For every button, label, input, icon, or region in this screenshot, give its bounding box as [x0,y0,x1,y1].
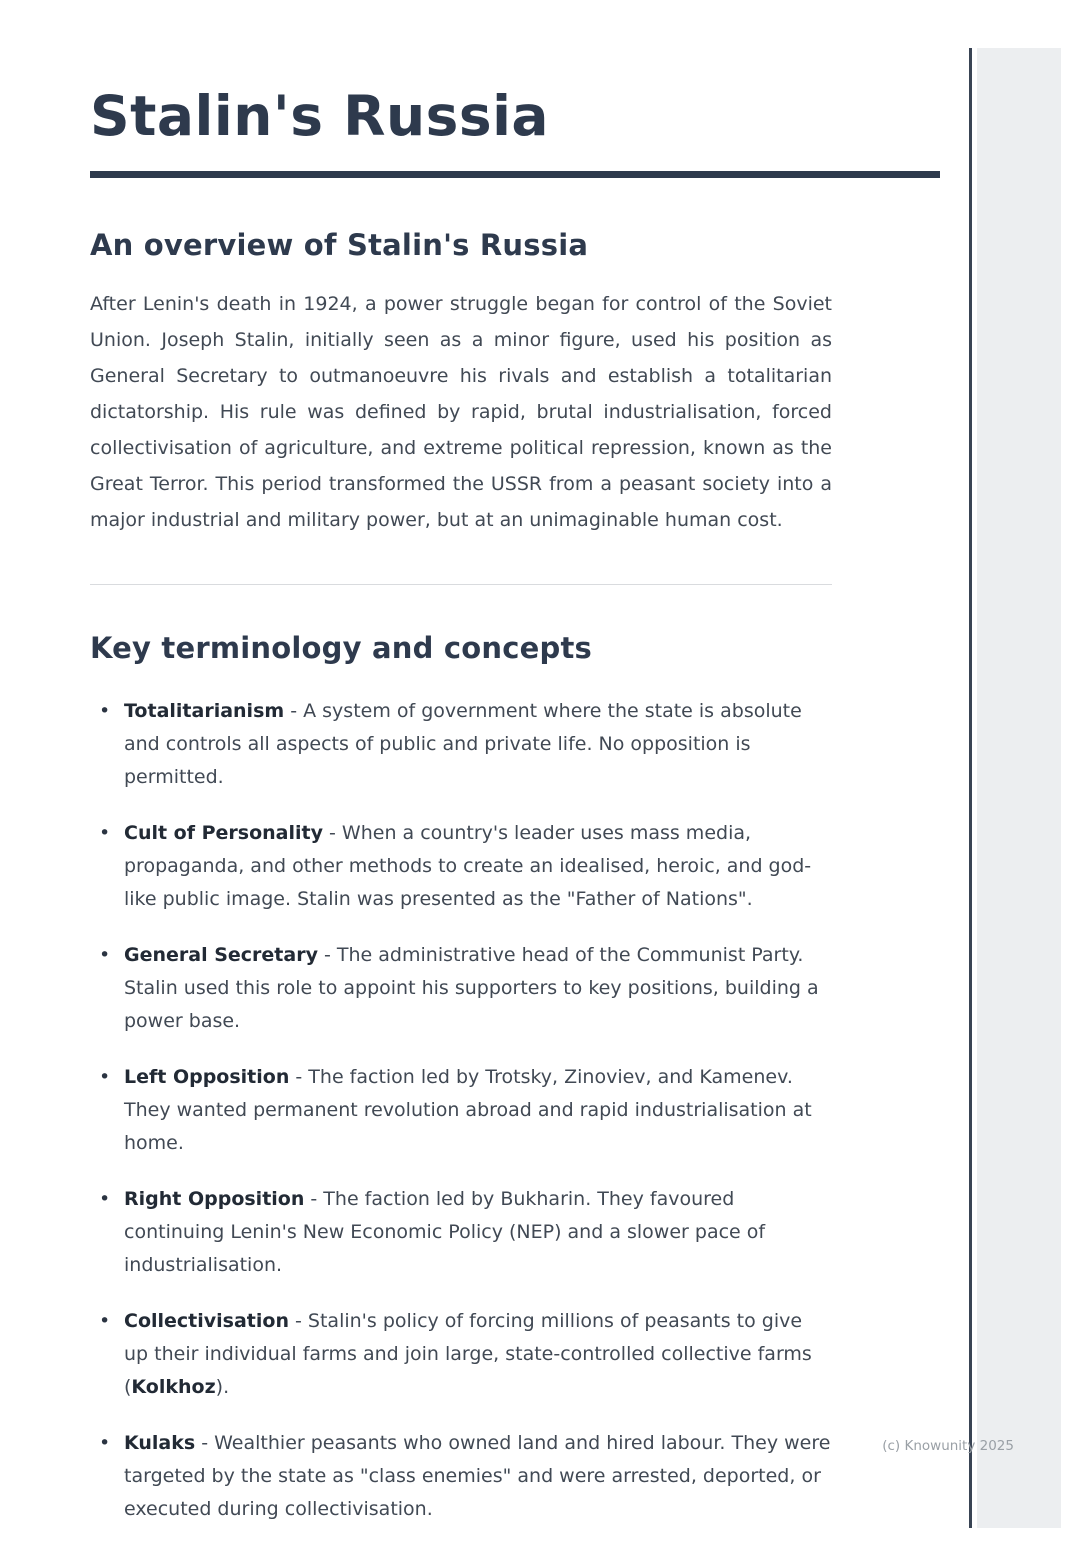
overview-heading: An overview of Stalin's Russia [90,227,589,262]
list-item [90,1305,832,1404]
page-edge-panel [977,48,1061,1528]
term-description: - When a country's leader uses mass media, propaganda, and other methods to create an idealised, heroic, and god-like public image. Stalin was presented as the "Father of Nations". [124,821,812,910]
list-item [90,817,832,916]
list-item [90,1183,832,1282]
term-description: - Wealthier peasants who owned land and hired labour. They were targeted by the state as "class enemies" and were arrested, deported, or executed during collectivisation. [124,1431,831,1520]
title-rule-divider [90,171,940,178]
watermark: (c) Knowunity 2025 [882,1438,1014,1454]
document-page [90,86,832,1549]
term-label: Collectivisation [124,1309,289,1332]
terminology-list [90,695,832,1526]
list-item [90,1061,832,1160]
overview-paragraph: After Lenin's death in 1924, a power struggle began for control of the Soviet Union. Joseph Stalin, initially seen as a minor figure, used his position as General Secretary to outmanoeuvre his rivals and establish a totalitarian dictatorship. His rule was defined by rapid, brutal industrialisation, forced collectivisation of agriculture, and extreme political repression, known as the Great Terror. This period transformed the USSR from a peasant society into a major industrial and military power, but at an unimaginable human cost. [90,292,832,531]
term-description-end: ). [215,1375,230,1398]
list-item [90,939,832,1038]
term-label: Left Opposition [124,1065,290,1088]
term-label: Totalitarianism [124,699,285,722]
list-item [90,1427,832,1526]
term-description: - The administrative head of the Communist Party. Stalin used this role to appoint his supporters to key positions, building a power base. [124,943,819,1032]
term-description: - The faction led by Trotsky, Zinoviev, and Kamenev. They wanted permanent revolution abroad and rapid industrialisation at home. [124,1065,812,1154]
term-label: Cult of Personality [124,821,323,844]
term-inline-bold: Kolkhoz [131,1375,216,1398]
term-description: - The faction led by Bukharin. They favoured continuing Lenin's New Economic Policy (NEP) and a slower pace of industrialisation. [124,1187,766,1276]
section-divider [90,584,832,585]
terminology-heading: Key terminology and concepts [90,630,592,665]
term-description: - A system of government where the state is absolute and controls all aspects of public and private life. No opposition is permitted. [124,699,802,788]
page-title: Stalin's Russia [90,84,550,148]
term-label: General Secretary [124,943,318,966]
term-label: Right Opposition [124,1187,305,1210]
page-edge-line [969,48,972,1528]
term-label: Kulaks [124,1431,196,1454]
list-item [90,695,832,794]
term-description: - Stalin's policy of forcing millions of peasants to give up their individual farms and join large, state-controlled collective farms ( [124,1309,812,1398]
